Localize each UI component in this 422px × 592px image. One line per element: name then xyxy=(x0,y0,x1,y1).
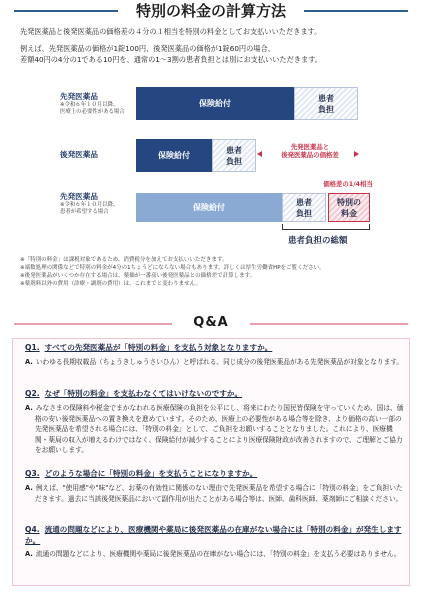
a3-text: 例えば、"使用感"や"味"など、お薬の有効性に関係のない理由で先発医薬品を希望する場合に「特別の料金」をご負担いただきます。過去に当該後発医薬品において副作用が出たことがある場合等は、医師、歯科医師、薬剤師にご相談ください。 xyxy=(35,484,403,503)
a2-text: みなさまの保険料や税金でまかなわれる医療保険の負担を公平にし、将来にわたり国民皆保険を守っていくため、国は、価格の安い後発医薬品への置き換えを進めています。そのため、医療上の必要性がある場合等を除き、より価格の高い一部の先発医薬品を希望される場合には、「特別の料金」として、ご負担をお願いすることとなりました。これにより、医療機関・薬局の収入が増えるわけではなく、保険給付が減少することにより医療保険財政が改善されますので、ご理解とご協力をお願いします。 xyxy=(35,404,404,454)
intro-text xyxy=(20,26,410,71)
row3-sub1: ※令和６年１０月以降、 xyxy=(60,202,119,208)
note-4: ※薬剤料以外の費用（診療・調剤の費用）は、これまでと変わりません。 xyxy=(20,281,201,287)
q2-number: Q2. xyxy=(25,389,40,398)
row3-patient-line2: 負担 xyxy=(296,208,312,218)
q3-number: Q3. xyxy=(25,469,40,478)
answer-2 xyxy=(25,403,405,456)
row1-patient-bar xyxy=(294,87,358,120)
a1-text: いわゆる長期収載品（ちょうきしゅうさいひん）と呼ばれる、同じ成分の後発医薬品がある先発医薬品が対象となります。 xyxy=(35,358,404,366)
question-3 xyxy=(25,469,403,480)
row3-label-text: 先発医薬品 xyxy=(60,192,98,201)
intro-line-3: 差額40円の4分の1である10円を、通常の1～3割の患者負担とは別にお支払いいただきます。 xyxy=(20,55,322,64)
answer-3 xyxy=(25,483,405,504)
price-diff-line2: 後発医薬品の価格差 xyxy=(281,151,339,159)
a4-text: 流通の問題などにより、医療機関や薬局に後発医薬品の在庫がない場合には、「特別の料金」を支払う必要はありません。 xyxy=(35,550,401,558)
row3-insurance-bar: 保険給付 xyxy=(136,193,282,222)
row1-sub1: ※令和６年１０月以降、 xyxy=(60,102,119,108)
title-bar xyxy=(0,0,422,22)
row1-label xyxy=(60,92,135,116)
q4-number: Q4. xyxy=(25,525,40,534)
q1-number: Q1. xyxy=(25,343,40,352)
total-bracket xyxy=(282,224,370,230)
row1-sub2: 医療上の必要性がある場合 xyxy=(60,109,125,115)
page-title: 特別の料金の計算方法 xyxy=(118,0,304,22)
note-1: ※「特別の料金」は課税対象であるため、消費税分を加えてお支払いいただきます。 xyxy=(20,257,228,263)
special-fee-line1: 特別の xyxy=(337,197,361,207)
row1-label-text: 先発医薬品 xyxy=(60,92,98,101)
intro-line-2: 例えば、先発医薬品の価格が1錠100円、後発医薬品の価格が1錠60円の場合、 xyxy=(20,43,275,53)
question-2 xyxy=(25,389,403,400)
q3-text: どのような場合に「特別の料金」を支払うことになりますか。 xyxy=(44,469,258,478)
answer-1 xyxy=(25,357,405,368)
row3-patient-bar xyxy=(282,193,326,222)
price-difference-callout xyxy=(262,143,358,159)
row2-patient-bar xyxy=(212,139,256,172)
quarter-callout: 価格差の1/4相当 xyxy=(323,180,373,188)
row1-patient-line1: 患者 xyxy=(318,93,334,103)
row2-label: 後発医薬品 xyxy=(60,150,98,159)
footnotes xyxy=(20,256,415,288)
note-3: ※後発医薬品がいくつか存在する場合は、薬価が一番高い後発医薬品との価格差で計算します。 xyxy=(20,273,256,279)
total-burden-label: 患者負担の総額 xyxy=(288,236,348,246)
row2-insurance-bar: 保険給付 xyxy=(136,139,212,172)
special-fee-box xyxy=(328,193,370,222)
qa-header xyxy=(14,313,408,333)
question-1 xyxy=(25,343,403,354)
special-fee-line2: 料金 xyxy=(341,208,357,218)
row3-patient-line1: 患者 xyxy=(296,197,312,207)
intro-line-1: 先発医薬品と後発医薬品の価格差の４分の１相当を特別の料金としてお支払いいただきます。 xyxy=(20,27,322,36)
a2-label: A. xyxy=(25,404,33,412)
a4-label: A. xyxy=(25,550,33,558)
row1-insurance-bar: 保険給付 xyxy=(136,87,294,120)
row2-patient-line2: 負担 xyxy=(226,156,242,166)
qa-section xyxy=(12,338,410,586)
q2-text: なぜ「特別の料金」を支払わなくてはいけないのですか。 xyxy=(44,389,243,398)
note-2: ※端数処理の関係などで特別の料金が4分の1ちょうどにならない場合もあります。詳しくは厚生労働省HPをご覧ください。 xyxy=(20,265,325,271)
row1-patient-line2: 負担 xyxy=(318,104,334,114)
price-diff-line1: 先発医薬品と xyxy=(290,143,330,151)
q4-text: 流通の問題などにより、医療機関や薬局に後発医薬品の在庫がない場合には「特別の料金」が発生しますか。 xyxy=(25,525,402,545)
a3-label: A. xyxy=(25,484,33,492)
question-4 xyxy=(25,525,403,546)
row3-sub2: 患者が希望する場合 xyxy=(60,209,109,215)
qa-title: Q&A xyxy=(172,313,250,333)
q1-text: すべての先発医薬品が「特別の料金」を支払う対象となりますか。 xyxy=(44,343,273,352)
row2-patient-line1: 患者 xyxy=(226,145,242,155)
a1-label: A. xyxy=(25,358,33,366)
row3-label xyxy=(60,192,135,216)
answer-4 xyxy=(25,549,405,560)
